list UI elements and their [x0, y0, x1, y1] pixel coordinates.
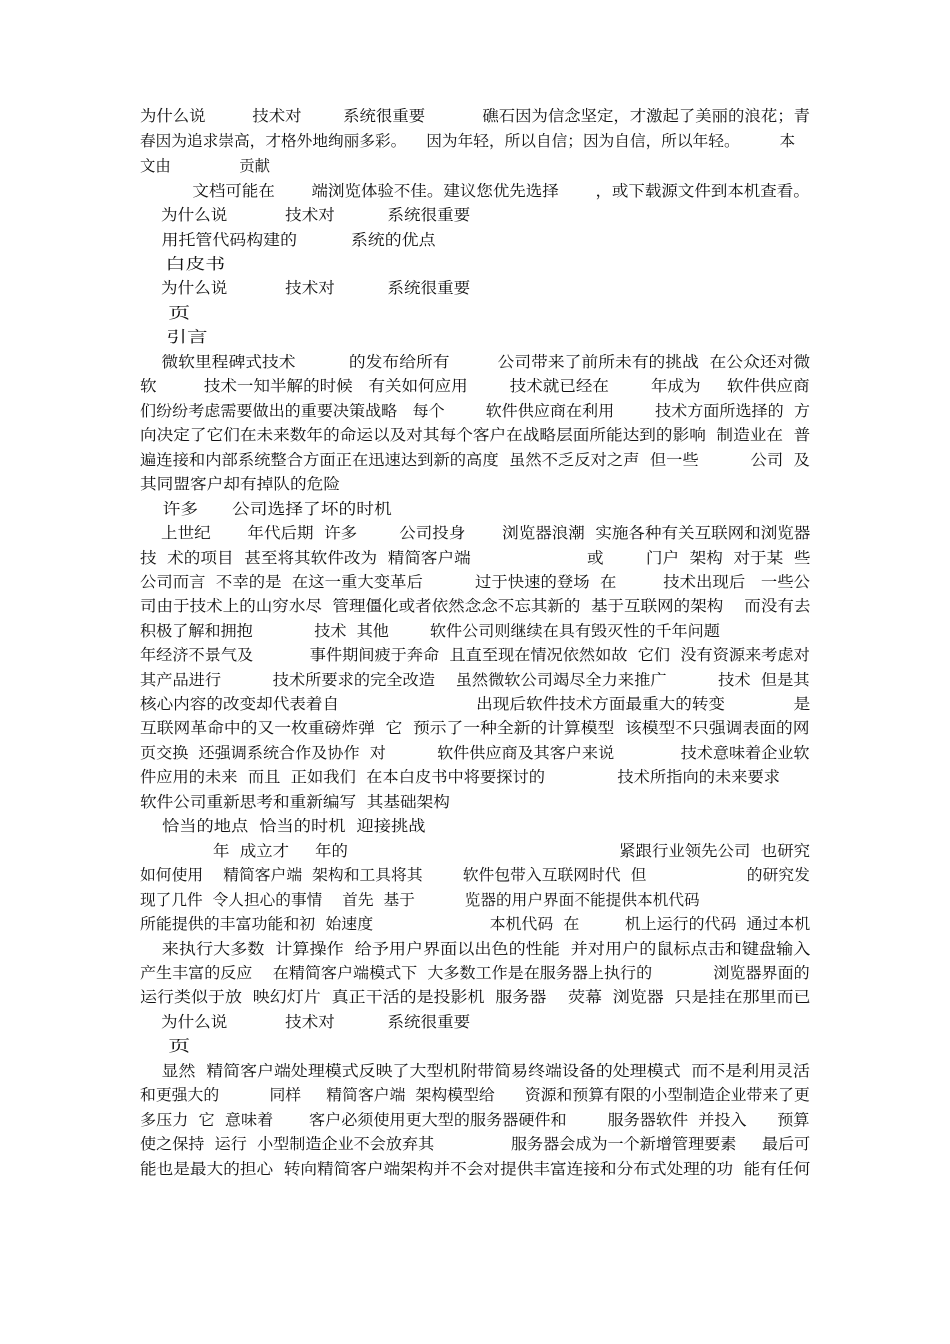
text-line: 春因为追求崇高，才格外地绚丽多彩。 因为年轻，所以自信；因为自信，所以年轻。 本 — [140, 132, 796, 150]
text-line: 页 — [140, 1037, 191, 1055]
text-line: 技 术的项目 甚至将其软件改为 精简客户端 或 门户 架构 对于某 些 — [140, 549, 811, 567]
text-line: 引言 — [140, 328, 208, 346]
text-line: 件应用的未来 而且 正如我们 在本白皮书中将要探讨的 技术所指向的未来要求 — [140, 768, 781, 786]
text-line: 积极了解和拥抱 技术 其他 软件公司则继续在具有毁灭性的千年问题 — [140, 622, 720, 640]
text-line: 核心内容的改变却代表着自 出现后软件技术方面最重大的转变 是 — [140, 695, 811, 713]
text-line: 们纷纷考虑需要做出的重要决策战略 每个 软件供应商在利用 技术方面所选择的 方 — [140, 402, 810, 420]
text-line: 页 — [140, 304, 191, 322]
text-line: 多压力 它 意味着 客户必须使用更大型的服务器硬件和 服务器软件 并投入 预算 — [140, 1111, 810, 1129]
text-line: 软 技术一知半解的时候 有关如何应用 技术就已经在 年成为 软件供应商 — [140, 377, 810, 395]
text-line: 现了几件 令人担心的事情 首先 基于 览器的用户界面不能提供本机代码 — [140, 891, 700, 909]
text-line: 向决定了它们在未来数年的命运以及对其每个客户在战略层面所能达到的影响 制造业在 普 — [140, 426, 811, 444]
text-line: 上世纪 年代后期 许多 公司投身 浏览器浪潮 实施各种有关互联网和浏览器 — [140, 524, 811, 542]
text-line: 遍连接和内部系统整合方面正在迅速达到新的高度 虽然不乏反对之声 但一些 公司 及 — [140, 451, 810, 469]
text-line: 其产品进行 技术所要求的完全改造 虽然微软公司竭尽全力来推广 技术 但是其 — [140, 671, 810, 689]
text-line: 能也是最大的担心 转向精简客户端架构并不会对提供丰富连接和分布式处理的功 能有任何 — [140, 1160, 811, 1178]
text-line: 许多 公司选择了坏的时机 — [140, 500, 392, 518]
text-line: 为什么说 技术对 系统很重要 — [140, 279, 471, 297]
text-line: 文档可能在 端浏览体验不佳。建议您优先选择 ，或下载源文件到本机查看。 — [140, 182, 810, 200]
text-line: 微软里程碑式技术 的发布给所有 公司带来了前所未有的挑战 在公众还对微 — [140, 353, 811, 371]
text-line: 使之保持 运行 小型制造企业不会放弃其 服务器会成为一个新增管理要素 最后可 — [140, 1135, 811, 1153]
text-line: 用托管代码构建的 系统的优点 — [140, 231, 436, 249]
text-line: 显然 精简客户端处理模式反映了大型机附带简易终端设备的处理模式 而不是利用灵活 — [140, 1062, 810, 1080]
text-line: 为什么说 技术对 系统很重要 礁石因为信念坚定，才激起了美丽的浪花；青 — [140, 107, 810, 125]
text-line: 年经济不景气及 事件期间疲于奔命 且直至现在情况依然如故 它们 没有资源来考虑对 — [140, 646, 810, 664]
text-line: 其同盟客户却有掉队的危险 — [140, 475, 341, 493]
text-line: 和更强大的 同样 精简客户端 架构模型给 资源和预算有限的小型制造企业带来了更 — [140, 1086, 810, 1104]
text-line: 来执行大多数 计算操作 给予用户界面以出色的性能 并对用户的鼠标点击和键盘输入 — [140, 940, 811, 958]
text-line: 产生丰富的反应 在精简客户端模式下 大多数工作是在服务器上执行的 浏览器界面的 — [140, 964, 810, 982]
text-line: 软件公司重新思考和重新编写 其基础架构 — [140, 793, 450, 811]
text-line: 文由 贡献 — [140, 157, 270, 175]
text-line: 司由于技术上的山穷水尽 管理僵化或者依然念念不忘其新的 基于互联网的架构 而没有去 — [140, 597, 811, 615]
text-line: 为什么说 技术对 系统很重要 — [140, 1013, 471, 1031]
text-line: 年 成立才 年的 紧跟行业领先公司 也研究 — [140, 842, 811, 860]
text-line: 公司而言 不幸的是 在这一重大变革后 过于快速的登场 在 技术出现后 一些公 — [140, 573, 810, 591]
text-line: 页交换 还强调系统合作及协作 对 软件供应商及其客户来说 技术意味着企业软 — [140, 744, 810, 762]
text-line: 为什么说 技术对 系统很重要 — [140, 206, 471, 224]
text-line: 白皮书 — [140, 255, 226, 273]
text-line: 运行类似于放 映幻灯片 真正干活的是投影机 服务器 荧幕 浏览器 只是挂在那里而已 — [140, 988, 811, 1006]
text-line: 恰当的地点 恰当的时机 迎接挑战 — [140, 817, 426, 835]
text-line: 互联网革命中的又一枚重磅炸弹 它 预示了一种全新的计算模型 该模型不只强调表面的网 — [140, 719, 810, 737]
text-line: 所能提供的丰富功能和初 始速度 本机代码 在 机上运行的代码 通过本机 — [140, 915, 811, 933]
text-line: 如何使用 精简客户端 架构和工具将其 软件包带入互联网时代 但 的研究发 — [140, 866, 810, 884]
